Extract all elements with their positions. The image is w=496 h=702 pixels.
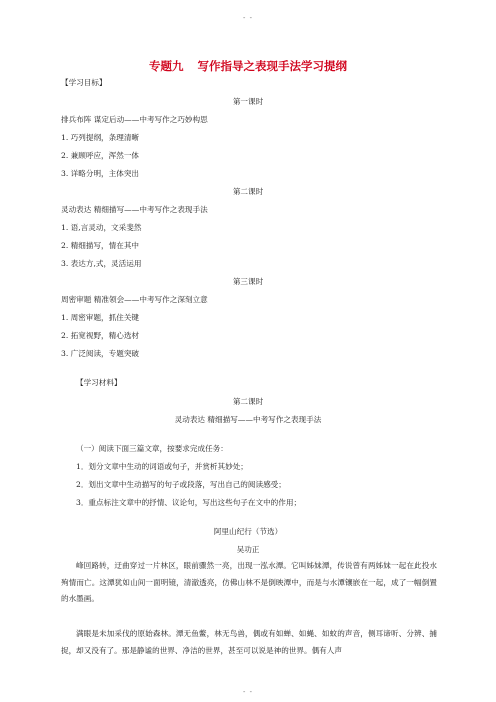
goals-heading: 【学习目标】 (61, 78, 107, 87)
lesson-3-item: 2. 拓宽视野，精心选材 (61, 331, 140, 340)
lesson-2-item: 1. 语,言灵动，文采斐然 (61, 223, 142, 232)
lesson-3-name: 第三课时 (232, 277, 264, 286)
footer-dots: - - (243, 688, 253, 696)
lesson-1-item: 3. 详略分明，主体突出 (61, 169, 140, 178)
lesson-1-name: 第一课时 (232, 97, 264, 106)
task-intro: （一）阅读下面三篇文章，按要求完成任务： (76, 444, 228, 453)
task-item: 3．重点标注文章中的抒情、议论句，写出这些句子在文中的作用； (76, 498, 302, 507)
materials-heading: 【学习材料】 (76, 378, 122, 387)
lesson-1-item: 1. 巧列提纲，条理清晰 (61, 133, 140, 142)
lesson-3-topic: 周密审题 精准领会——中考写作之深刻立意 (61, 295, 208, 304)
lesson-2-name: 第二课时 (232, 187, 264, 196)
page-title (0, 58, 496, 74)
header-dots: - - (243, 14, 253, 22)
article-author: 吴功正 (236, 545, 260, 554)
task-item: 2．划出文章中生动描写的句子或段落，写出自己的阅读感受； (76, 480, 286, 489)
materials-topic: 灵动表达 精细描写——中考写作之表现手法 (174, 415, 322, 424)
article-title: 阿里山纪行（节选） (213, 527, 283, 536)
lesson-2-item: 2. 精细描写，情在其中 (61, 241, 140, 250)
title-text: 写作指导之表现手法学习提纲 (197, 59, 347, 73)
lesson-2-item: 3. 表达方,式，灵活运用 (61, 259, 142, 268)
lesson-2-topic: 灵动表达 精细描写——中考写作之表现手法 (61, 205, 208, 214)
title-number: 专题九 (149, 59, 184, 73)
materials-lesson: 第二课时 (232, 397, 264, 406)
lesson-1-item: 2. 兼顾呼应，浑然一体 (61, 151, 140, 160)
article-paragraph: 峰回路转，迂曲穿过一片林区，眼前骤然一亮，出现一泓水潭。它叫姊妹潭，传说曾有两姊妹一起在此投水殉情而亡。这潭犹如山间一面明镜，清澈透亮，仿佛山林不是倒映潭中，而是与水潭镶嵌在一起，成了一幅倒置的水墨画。 (61, 561, 437, 603)
article-paragraph: 满眼是未加采伐的原始森林。潭无鱼鳖，林无鸟兽，偶或有如蝉、如蝇、如蚊的声音，侧耳谛听、分辨、捕捉，却又没有了。那是静谧的世界、净洁的世界，甚至可以说是神的世界。偶有人声 (61, 629, 437, 655)
lesson-3-item: 1. 周密审题，抓住关键 (61, 313, 140, 322)
lesson-3-item: 3. 广泛阅读，专题突破 (61, 349, 140, 358)
task-item: 1．划分文章中生动的词语或句子，并赏析其妙处； (76, 462, 248, 471)
lesson-1-topic: 排兵布阵 谋定后动——中考写作之巧妙构思 (61, 115, 208, 124)
